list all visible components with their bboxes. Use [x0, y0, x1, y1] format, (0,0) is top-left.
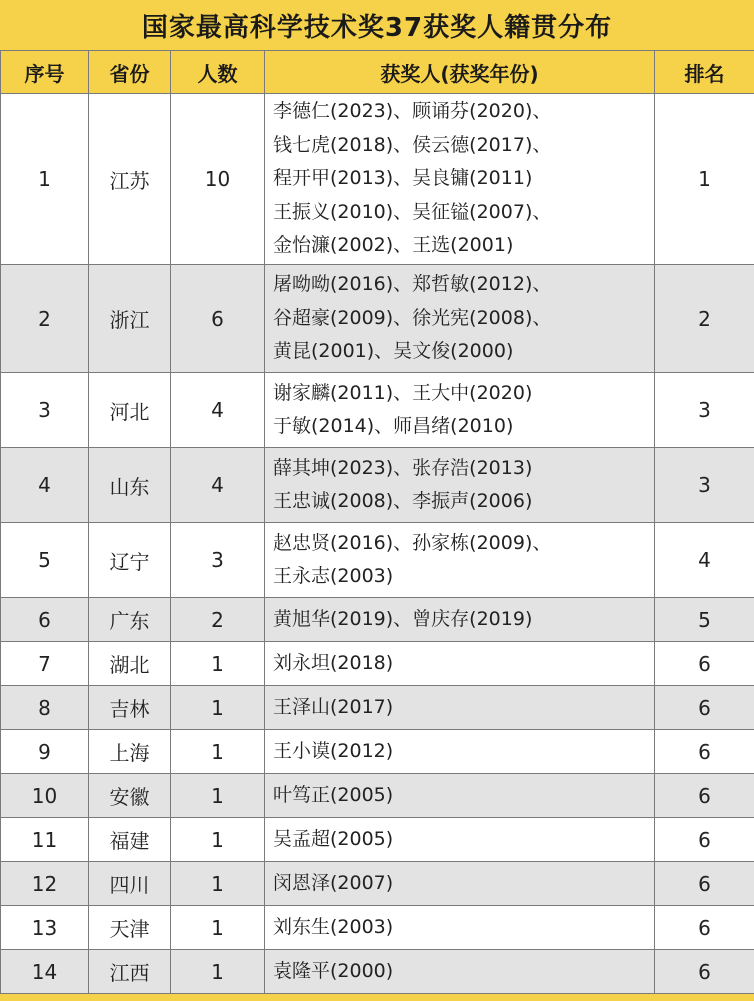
cell-rank: 6 — [655, 774, 754, 818]
cell-awardees — [265, 862, 655, 906]
cell-rank: 6 — [655, 730, 754, 774]
awardee-line: 赵忠贤(2016)、孙家栋(2009)、 — [273, 531, 552, 554]
awardee-line: 金怡濂(2002)、王选(2001) — [273, 234, 514, 257]
awardee-line: 叶笃正(2005) — [273, 783, 394, 806]
cell-awardees — [265, 730, 655, 774]
cell-province: 安徽 — [89, 774, 171, 818]
cell-count: 1 — [171, 730, 265, 774]
awardee-line: 王振义(2010)、吴征镒(2007)、 — [273, 200, 552, 223]
table-row — [1, 950, 754, 994]
cell-awardees — [265, 373, 655, 448]
header-no: 序号 — [1, 51, 89, 94]
awardee-line: 黄昆(2001)、吴文俊(2000) — [273, 340, 514, 363]
awardees-table — [0, 50, 754, 994]
cell-no: 8 — [1, 686, 89, 730]
header-rank: 排名 — [655, 51, 754, 94]
table-row — [1, 265, 754, 373]
awardee-line: 刘东生(2003) — [273, 915, 394, 938]
awardee-line: 薛其坤(2023)、张存浩(2013) — [273, 456, 533, 479]
awardee-line: 刘永坦(2018) — [273, 651, 394, 674]
table-row — [1, 94, 754, 265]
cell-no: 14 — [1, 950, 89, 994]
awardee-line: 闵恩泽(2007) — [273, 871, 394, 894]
awardee-line: 谷超豪(2009)、徐光宪(2008)、 — [273, 306, 552, 329]
table-row — [1, 818, 754, 862]
cell-awardees — [265, 448, 655, 523]
cell-province: 广东 — [89, 598, 171, 642]
cell-count: 6 — [171, 265, 265, 373]
cell-rank: 3 — [655, 373, 754, 448]
cell-province: 山东 — [89, 448, 171, 523]
cell-awardees — [265, 818, 655, 862]
awardee-line: 王泽山(2017) — [273, 695, 394, 718]
cell-province: 浙江 — [89, 265, 171, 373]
awardee-line: 谢家麟(2011)、王大中(2020) — [273, 381, 533, 404]
cell-province: 辽宁 — [89, 523, 171, 598]
cell-awardees — [265, 950, 655, 994]
cell-province: 湖北 — [89, 642, 171, 686]
cell-no: 9 — [1, 730, 89, 774]
cell-province: 江西 — [89, 950, 171, 994]
cell-count: 1 — [171, 950, 265, 994]
cell-awardees — [265, 774, 655, 818]
cell-province: 上海 — [89, 730, 171, 774]
awardee-line: 黄旭华(2019)、曾庆存(2019) — [273, 607, 533, 630]
cell-rank: 6 — [655, 862, 754, 906]
awardee-line: 袁隆平(2000) — [273, 959, 394, 982]
awardee-line: 于敏(2014)、师昌绪(2010) — [273, 415, 514, 437]
cell-count: 1 — [171, 642, 265, 686]
awardee-line: 钱七虎(2018)、侯云德(2017)、 — [273, 133, 552, 156]
cell-no: 1 — [1, 94, 89, 265]
cell-province: 四川 — [89, 862, 171, 906]
header-province: 省份 — [89, 51, 171, 94]
table-row — [1, 523, 754, 598]
cell-awardees — [265, 523, 655, 598]
cell-count: 1 — [171, 862, 265, 906]
table-row — [1, 642, 754, 686]
cell-rank: 6 — [655, 642, 754, 686]
awardee-line: 王永志(2003) — [273, 565, 394, 587]
awardee-line: 屠呦呦(2016)、郑哲敏(2012)、 — [273, 273, 552, 296]
awardee-line: 王忠诚(2008)、李振声(2006) — [273, 490, 533, 512]
cell-no: 12 — [1, 862, 89, 906]
cell-count: 4 — [171, 448, 265, 523]
table-row — [1, 906, 754, 950]
cell-rank: 1 — [655, 94, 754, 265]
table-row — [1, 598, 754, 642]
cell-count: 4 — [171, 373, 265, 448]
cell-no: 7 — [1, 642, 89, 686]
cell-awardees — [265, 906, 655, 950]
cell-no: 10 — [1, 774, 89, 818]
table-row — [1, 774, 754, 818]
table-row — [1, 730, 754, 774]
table-row — [1, 862, 754, 906]
cell-count: 2 — [171, 598, 265, 642]
cell-count: 1 — [171, 774, 265, 818]
cell-awardees — [265, 642, 655, 686]
cell-rank: 3 — [655, 448, 754, 523]
cell-rank: 2 — [655, 265, 754, 373]
cell-awardees — [265, 265, 655, 373]
cell-count: 1 — [171, 686, 265, 730]
cell-count: 10 — [171, 94, 265, 265]
table-row — [1, 686, 754, 730]
cell-rank: 5 — [655, 598, 754, 642]
header-count: 人数 — [171, 51, 265, 94]
cell-no: 6 — [1, 598, 89, 642]
cell-rank: 6 — [655, 686, 754, 730]
cell-no: 4 — [1, 448, 89, 523]
cell-rank: 6 — [655, 950, 754, 994]
awardee-line: 王小谟(2012) — [273, 739, 394, 762]
cell-no: 5 — [1, 523, 89, 598]
header-row — [1, 51, 754, 94]
cell-no: 3 — [1, 373, 89, 448]
cell-count: 1 — [171, 818, 265, 862]
cell-rank: 6 — [655, 818, 754, 862]
cell-no: 2 — [1, 265, 89, 373]
page-title: 国家最高科学技术奖37获奖人籍贯分布 — [141, 12, 613, 43]
cell-province: 吉林 — [89, 686, 171, 730]
cell-province: 江苏 — [89, 94, 171, 265]
cell-awardees — [265, 94, 655, 265]
cell-count: 3 — [171, 523, 265, 598]
cell-province: 天津 — [89, 906, 171, 950]
cell-rank: 4 — [655, 523, 754, 598]
awardee-line: 程开甲(2013)、吴良镛(2011) — [273, 167, 533, 190]
cell-rank: 6 — [655, 906, 754, 950]
header-awardees: 获奖人(获奖年份) — [265, 51, 655, 94]
cell-province: 河北 — [89, 373, 171, 448]
cell-no: 11 — [1, 818, 89, 862]
cell-no: 13 — [1, 906, 89, 950]
awardee-line: 李德仁(2023)、顾诵芬(2020)、 — [273, 100, 552, 123]
cell-province: 福建 — [89, 818, 171, 862]
cell-awardees — [265, 686, 655, 730]
table-row — [1, 373, 754, 448]
cell-awardees — [265, 598, 655, 642]
table-row — [1, 448, 754, 523]
cell-count: 1 — [171, 906, 265, 950]
awardee-line: 吴孟超(2005) — [273, 827, 394, 850]
